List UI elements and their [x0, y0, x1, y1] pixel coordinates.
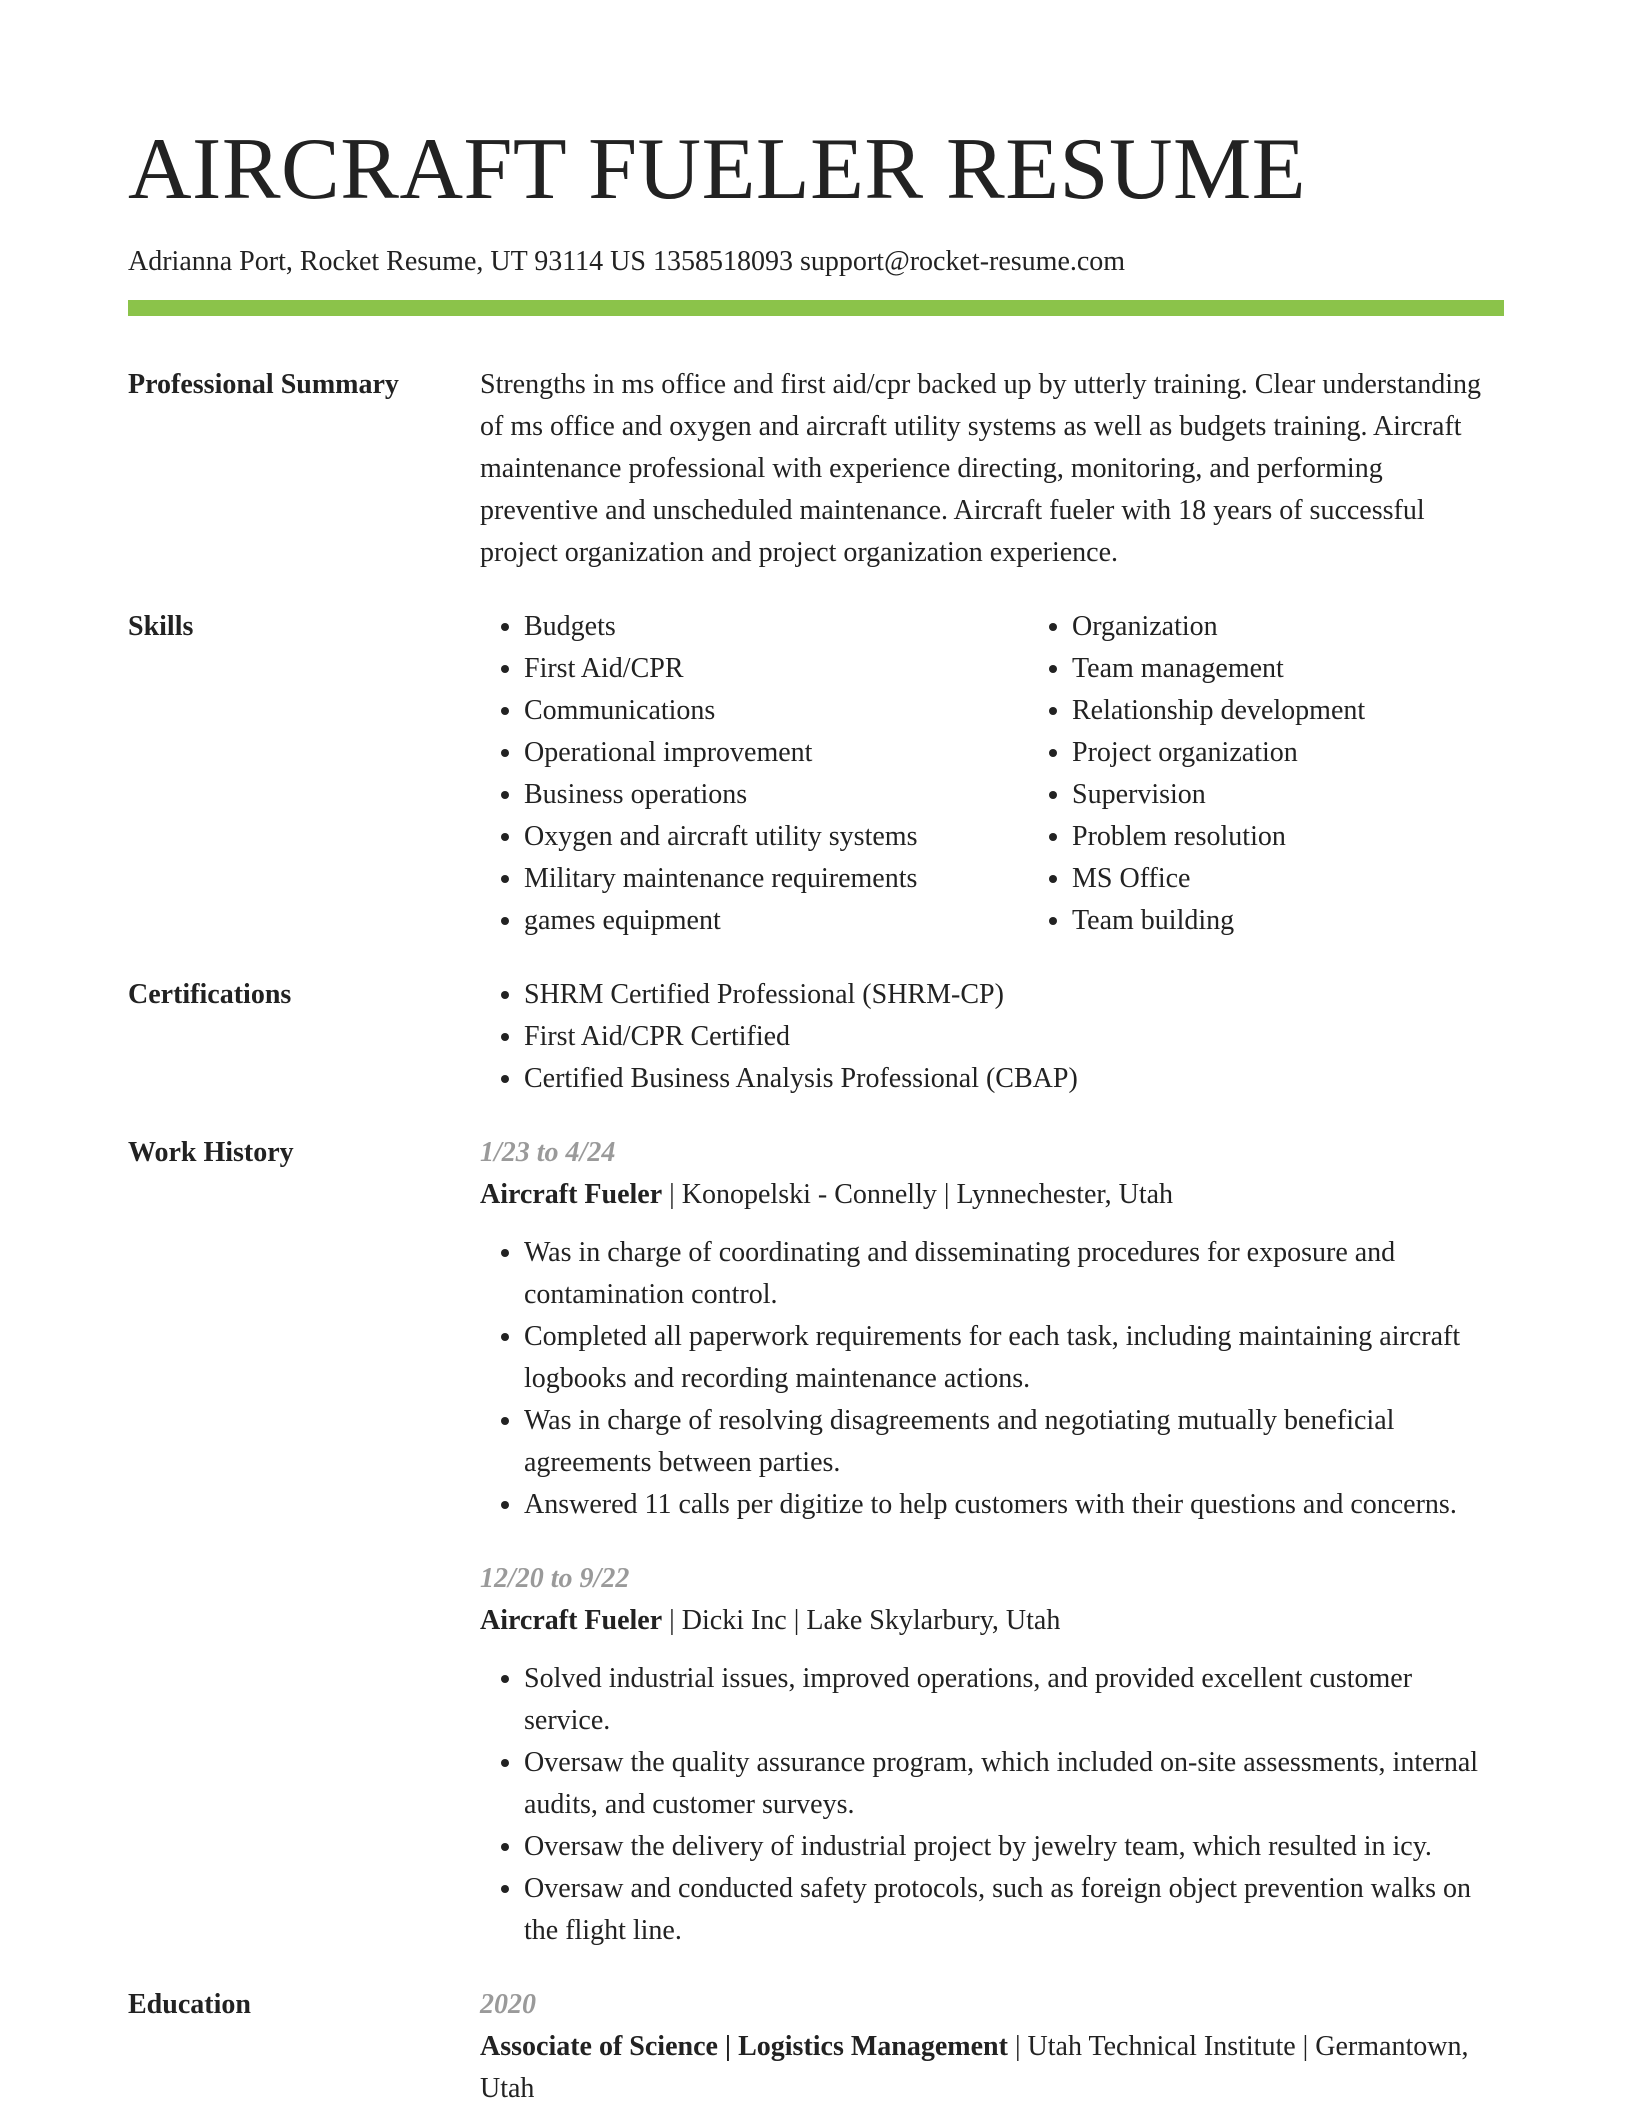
skill-item: • Team management: [1072, 648, 1572, 690]
education-degree: Associate of Science | Logistics Management: [480, 2031, 1008, 2062]
resume-title: AIRCRAFT FUELER RESUME: [128, 121, 1306, 218]
certifications-section: [128, 974, 1504, 1100]
education-details: | Utah Technical Institute | Germantown, Utah: [480, 2031, 1469, 2104]
skill-item: • Problem resolution: [1072, 816, 1572, 858]
skill-item: • games equipment: [524, 900, 1028, 942]
job-bullet: • Oversaw the quality assurance program, which included on-site assessments, internal audits, and customer surveys.: [524, 1742, 1504, 1826]
section-label-certifications: Certifications: [128, 979, 292, 1010]
skill-item: • Communications: [524, 690, 1028, 732]
header-divider: [128, 300, 1504, 316]
job-bullet: • Solved industrial issues, improved operations, and provided excellent customer service.: [524, 1658, 1504, 1742]
job-bullet: • Oversaw and conducted safety protocols, such as foreign object prevention walks on the flight line.: [524, 1868, 1504, 1952]
job-title: Aircraft Fueler: [480, 1605, 663, 1636]
job-details: | Konopelski - Connelly | Lynnechester, Utah: [662, 1179, 1174, 1210]
job-date: 12/20 to 9/22: [480, 1563, 630, 1594]
certifications-list: [480, 974, 1504, 1100]
skill-item: • MS Office: [1072, 858, 1572, 900]
job-title: Aircraft Fueler: [480, 1179, 663, 1210]
work-history-section: [128, 1132, 1504, 1952]
job-date: 1/23 to 4/24: [480, 1137, 616, 1168]
job-entry: [480, 1132, 1504, 1526]
certification-item: • Certified Business Analysis Professional (CBAP): [524, 1058, 1504, 1100]
section-label-summary: Professional Summary: [128, 369, 399, 400]
skill-item: • Business operations: [524, 774, 1028, 816]
job-details: | Dicki Inc | Lake Skylarbury, Utah: [662, 1605, 1061, 1636]
skill-item: • Organization: [1072, 606, 1572, 648]
section-label-work-history: Work History: [128, 1137, 294, 1168]
job-bullets: [480, 1658, 1504, 1952]
certification-item: • SHRM Certified Professional (SHRM-CP): [524, 974, 1504, 1016]
job-header: [480, 1174, 1504, 1216]
summary-section: [128, 364, 1504, 574]
section-label-education: Education: [128, 1989, 251, 2020]
education-body: [480, 1984, 1504, 2110]
job-entry: [480, 1558, 1504, 1952]
skills-column-1: [480, 606, 1028, 942]
job-bullet: • Oversaw the delivery of industrial project by jewelry team, which resulted in icy.: [524, 1826, 1504, 1868]
skill-item: • Budgets: [524, 606, 1028, 648]
job-header: [480, 1600, 1504, 1642]
skill-item: • Military maintenance requirements: [524, 858, 1028, 900]
work-history-body: [480, 1132, 1504, 1952]
job-bullet: • Answered 11 calls per digitize to help customers with their questions and concerns.: [524, 1484, 1504, 1526]
skill-item: • Operational improvement: [524, 732, 1028, 774]
skill-item: • Team building: [1072, 900, 1572, 942]
contact-line: Adrianna Port, Rocket Resume, UT 93114 US 1358518093 support@rocket-resume.com: [128, 246, 1126, 277]
job-bullet: • Was in charge of coordinating and disseminating procedures for exposure and contamination control.: [524, 1232, 1504, 1316]
skill-item: • Relationship development: [1072, 690, 1572, 732]
education-date: 2020: [480, 1989, 536, 2020]
job-bullet: • Was in charge of resolving disagreements and negotiating mutually beneficial agreements between parties.: [524, 1400, 1504, 1484]
skills-section: [128, 606, 1504, 942]
job-bullet: • Completed all paperwork requirements for each task, including maintaining aircraft logbooks and recording maintenance actions.: [524, 1316, 1504, 1400]
certification-item: • First Aid/CPR Certified: [524, 1016, 1504, 1058]
job-bullets: [480, 1232, 1504, 1526]
education-section: [128, 1984, 1504, 2110]
resume-page: [128, 120, 1504, 2110]
certifications-body: [480, 974, 1504, 1100]
summary-text: Strengths in ms office and first aid/cpr backed up by utterly training. Clear understanding of ms office and oxygen and aircraft utility systems as well as budgets training. Aircraft maintenance professional with experience directing, monitoring, and performing preventive and unscheduled maintenance. Aircraft fueler with 18 years of successful project organization and project organization experience.: [480, 369, 1482, 568]
section-label-skills: Skills: [128, 611, 194, 642]
skill-item: • Project organization: [1072, 732, 1572, 774]
skill-item: • Supervision: [1072, 774, 1572, 816]
skills-grid: [480, 606, 1572, 942]
summary-body: [480, 364, 1504, 574]
skill-item: • Oxygen and aircraft utility systems: [524, 816, 1028, 858]
education-line: [480, 2026, 1504, 2110]
skill-item: • First Aid/CPR: [524, 648, 1028, 690]
skills-column-2: [1028, 606, 1572, 942]
